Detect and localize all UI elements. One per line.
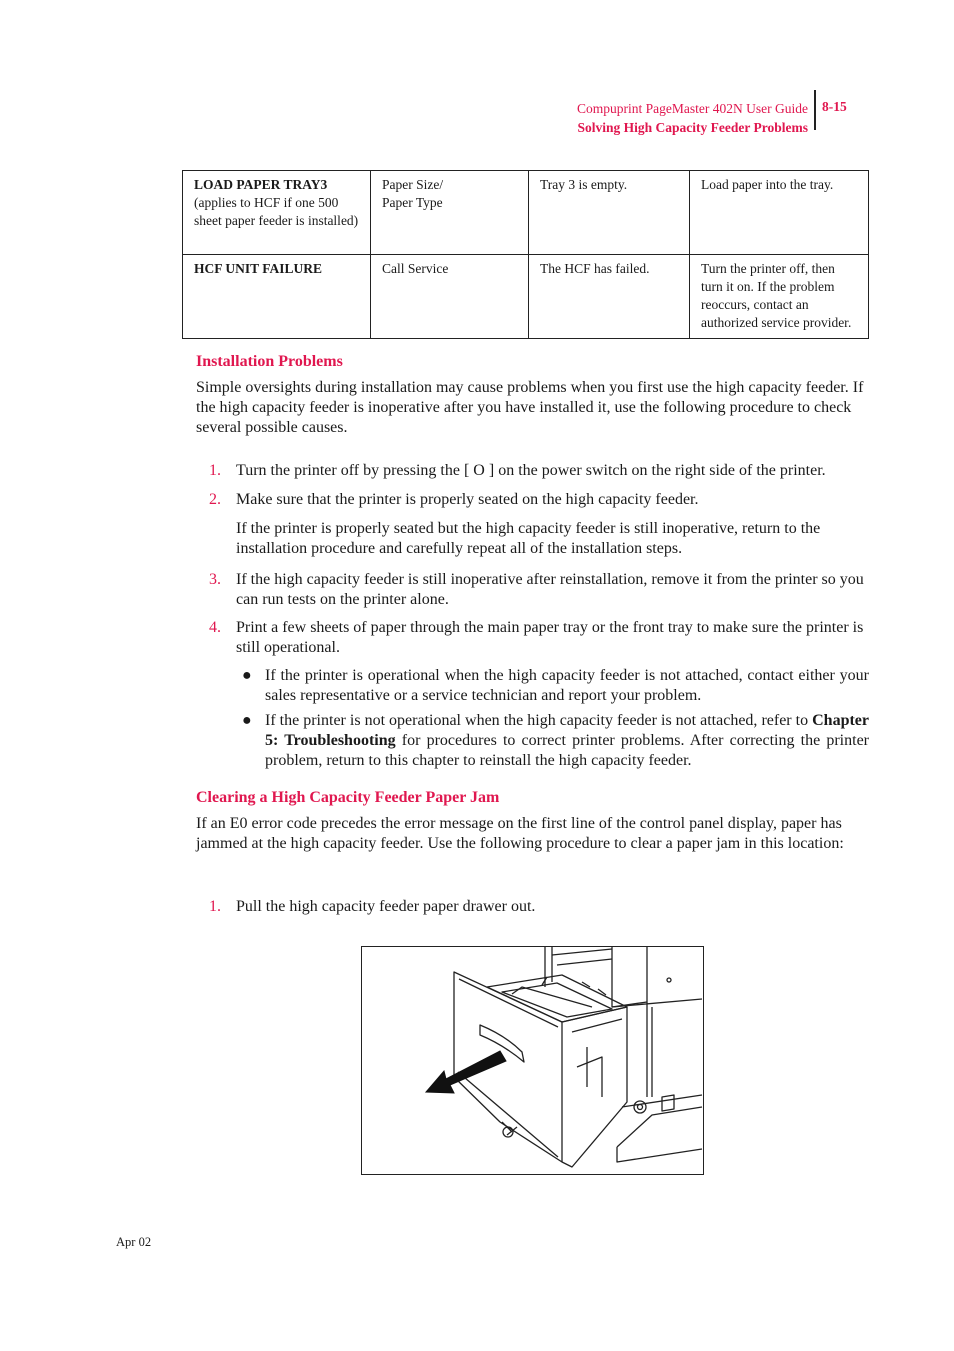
page-number: 8-15 [822, 99, 847, 114]
step-text: Make sure that the printer is properly seated on the high capacity feeder. [236, 491, 699, 508]
section-title: Solving High Capacity Feeder Problems [577, 120, 808, 135]
step-followup: If the printer is properly seated but the high capacity feeder is still inoperative, return to the installation procedure and carefully repeat all of the installation steps. [236, 520, 821, 557]
chapter-reference: Chapter 5: Troubleshooting [265, 712, 869, 749]
bullet-icon: ● [242, 712, 252, 729]
paper-jam-heading: Clearing a High Capacity Feeder Paper Jam [196, 789, 500, 806]
list-item [209, 461, 869, 481]
step-text: Print a few sheets of paper through the main paper tray or the front tray to make sure the printer is still operational. [236, 619, 864, 656]
bullet-item [242, 711, 869, 771]
step-number: 1. [209, 898, 221, 915]
step-number: 1. [209, 462, 221, 479]
message-cell [183, 171, 371, 255]
action-cell: Load paper into the tray. [690, 171, 869, 255]
error-message-table [182, 170, 869, 339]
table-row [183, 255, 869, 339]
option-cell: Paper Size/ Paper Type [371, 171, 529, 255]
message-name: HCF UNIT FAILURE [194, 261, 323, 276]
paper-drawer-illustration [361, 946, 704, 1175]
installation-intro: Simple oversights during installation may cause problems when you first use the high capacity feeder. If the high capacity feeder is inoperative after you have installed it, use the following procedure to check several possible causes. [196, 379, 864, 436]
bullet-text: If the printer is operational when the high capacity feeder is not attached, contact either your sales representative or a service technician and report your problem. [265, 667, 869, 704]
cause-cell: The HCF has failed. [529, 255, 690, 339]
message-cell [183, 255, 371, 339]
guide-title: Compuprint PageMaster 402N User Guide [577, 101, 808, 116]
cause-cell: Tray 3 is empty. [529, 171, 690, 255]
action-cell: Turn the printer off, then turn it on. If the problem reoccurs, contact an authorized service provider. [690, 255, 869, 339]
bullet-icon: ● [242, 667, 252, 684]
bullet-text: If the printer is not operational when the high capacity feeder is not attached, refer to Chapter 5: Troubleshooting for procedures to correct printer problems. After correcting the printer problem, return to this chapter to reinstall the high capacity feeder. [265, 712, 870, 769]
step-number: 3. [209, 571, 221, 588]
message-note: (applies to HCF if one 500 sheet paper feeder is installed) [194, 195, 359, 228]
message-name: LOAD PAPER TRAY3 [194, 177, 328, 192]
list-item [209, 570, 869, 610]
step-text: Turn the printer off by pressing the [ O ] on the power switch on the right side of the printer. [236, 462, 826, 479]
paper-jam-intro: If an E0 error code precedes the error message on the first line of the control panel display, paper has jammed at the high capacity feeder. Use the following procedure to clear a paper jam in this location: [196, 815, 844, 852]
pull-direction-arrow-icon [422, 1047, 512, 1102]
step-number: 4. [209, 619, 221, 636]
list-item [209, 618, 869, 658]
running-header [577, 99, 808, 137]
table-row [183, 171, 869, 255]
list-item [209, 490, 869, 510]
step-text: If the high capacity feeder is still inoperative after reinstallation, remove it from the printer so you can run tests on the printer alone. [236, 571, 864, 608]
step-number: 2. [209, 491, 221, 508]
footer-date: Apr 02 [116, 1235, 152, 1249]
step-text: Pull the high capacity feeder paper drawer out. [236, 898, 536, 915]
list-item [209, 897, 869, 917]
header-divider [814, 90, 816, 130]
bullet-item [242, 666, 869, 706]
option-cell: Call Service [371, 255, 529, 339]
installation-heading: Installation Problems [196, 353, 343, 370]
